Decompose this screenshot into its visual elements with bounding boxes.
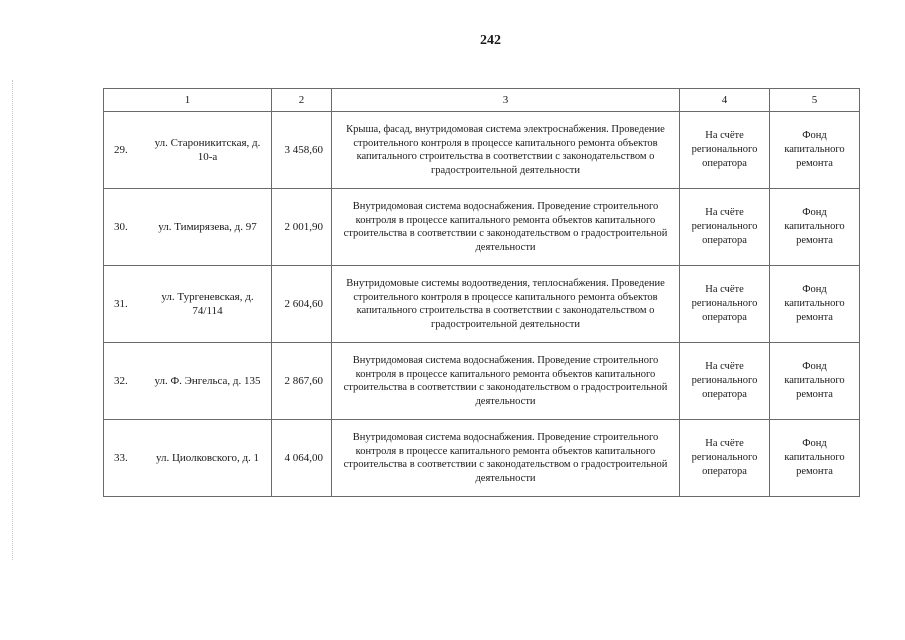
row-number: 33. xyxy=(114,452,128,464)
header-row xyxy=(104,89,860,112)
area-value: 2 001,90 xyxy=(272,189,332,266)
row-number: 32. xyxy=(114,375,128,387)
address-cell xyxy=(104,189,272,266)
address: ул. Циолковского, д. 1 xyxy=(155,452,260,464)
area-value: 3 458,60 xyxy=(272,112,332,189)
area-value: 2 867,60 xyxy=(272,343,332,420)
account-type: На счёте регионального оператора xyxy=(680,420,770,497)
table-row xyxy=(104,343,860,420)
account-type: На счёте регионального оператора xyxy=(680,266,770,343)
address: ул. Староникитская, д. 10-а xyxy=(154,137,261,163)
funding-source: Фонд капитального ремонта xyxy=(770,420,860,497)
table-row xyxy=(104,266,860,343)
repair-program-table xyxy=(103,88,860,497)
area-value: 2 604,60 xyxy=(272,266,332,343)
address-cell xyxy=(104,112,272,189)
table-row xyxy=(104,189,860,266)
table-row xyxy=(104,420,860,497)
column-header-1: 1 xyxy=(104,89,272,112)
column-header-4: 4 xyxy=(680,89,770,112)
column-header-3: 3 xyxy=(332,89,680,112)
funding-source: Фонд капитального ремонта xyxy=(770,343,860,420)
row-number: 31. xyxy=(114,298,128,310)
address: ул. Тургеневская, д. 74/114 xyxy=(161,291,254,317)
row-number: 30. xyxy=(114,221,128,233)
address-cell xyxy=(104,266,272,343)
address-cell xyxy=(104,343,272,420)
area-value: 4 064,00 xyxy=(272,420,332,497)
works-description: Внутридомовая система водоснабжения. Проведение строительного контроля в процессе капитального ремонта объектов капитального строительства в соответствии с законодательством о градостроительной деятельности xyxy=(332,189,680,266)
account-type: На счёте регионального оператора xyxy=(680,343,770,420)
address: ул. Тимирязева, д. 97 xyxy=(158,221,257,233)
table-row xyxy=(104,112,860,189)
account-type: На счёте регионального оператора xyxy=(680,189,770,266)
column-header-5: 5 xyxy=(770,89,860,112)
page-number: 242 xyxy=(480,33,501,48)
column-header-2: 2 xyxy=(272,89,332,112)
works-description: Крыша, фасад, внутридомовая система электроснабжения. Проведение строительного контроля в процессе капитального ремонта объектов капитального строительства в соответствии с законодательством о градостроительной деятельности xyxy=(332,112,680,189)
margin-dotted-line xyxy=(12,80,14,560)
address: ул. Ф. Энгельса, д. 135 xyxy=(154,375,261,387)
works-description: Внутридомовые системы водоотведения, теплоснабжения. Проведение строительного контроля в процессе капитального ремонта объектов капитального строительства в соответствии с законодательством о градостроительной деятельности xyxy=(332,266,680,343)
works-description: Внутридомовая система водоснабжения. Проведение строительного контроля в процессе капитального ремонта объектов капитального строительства в соответствии с законодательством о градостроительной деятельности xyxy=(332,343,680,420)
works-description: Внутридомовая система водоснабжения. Проведение строительного контроля в процессе капитального ремонта объектов капитального строительства в соответствии с законодательством о градостроительной деятельности xyxy=(332,420,680,497)
funding-source: Фонд капитального ремонта xyxy=(770,112,860,189)
address-cell xyxy=(104,420,272,497)
row-number: 29. xyxy=(114,144,128,156)
account-type: На счёте регионального оператора xyxy=(680,112,770,189)
funding-source: Фонд капитального ремонта xyxy=(770,189,860,266)
funding-source: Фонд капитального ремонта xyxy=(770,266,860,343)
